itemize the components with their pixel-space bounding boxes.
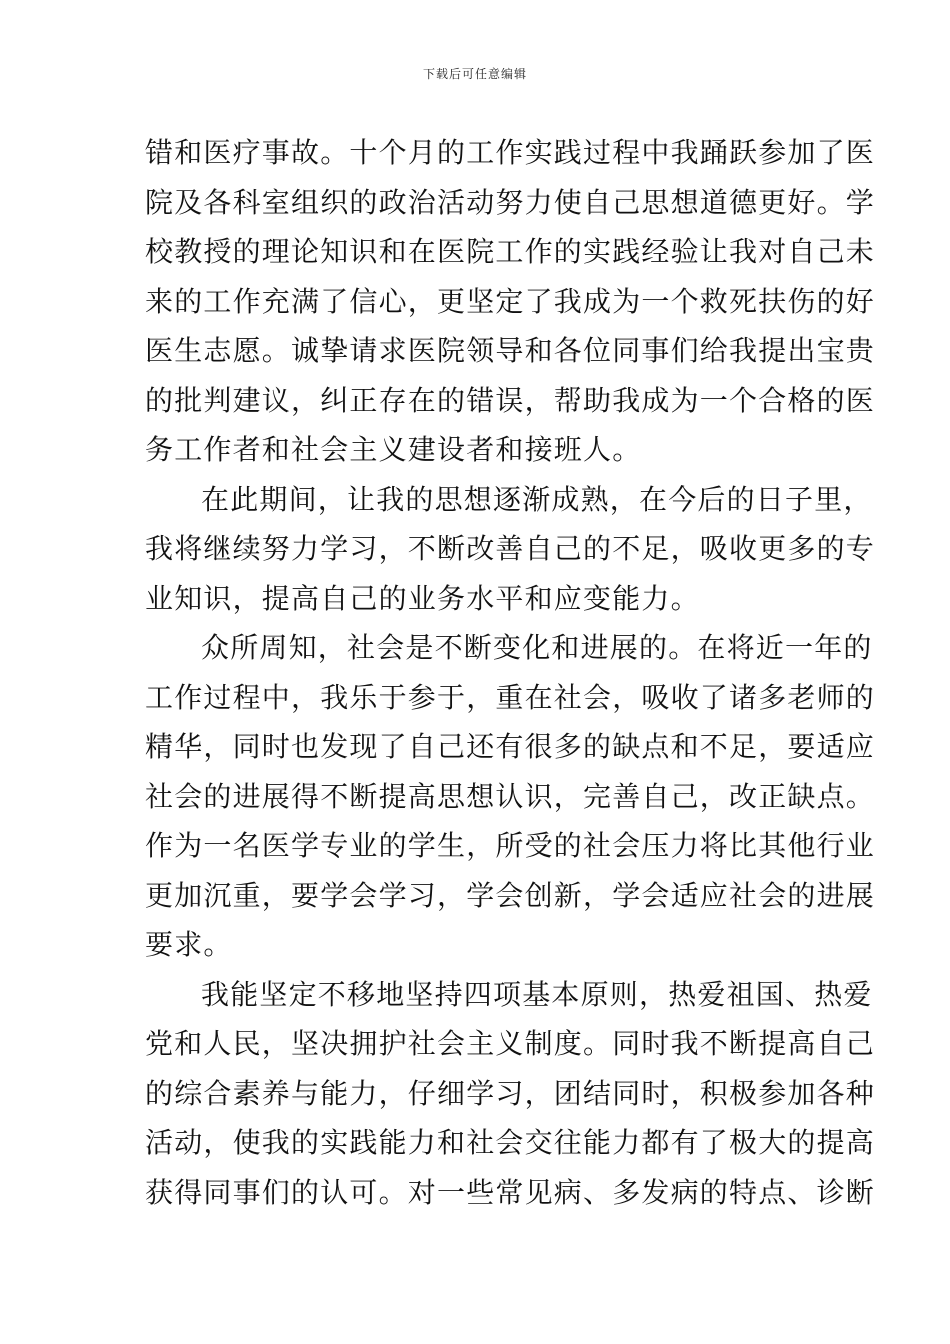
text-line: 作为一名医学专业的学生，所受的社会压力将比其他行业 — [145, 829, 876, 862]
page-header — [0, 66, 950, 82]
text-line: 活动，使我的实践能力和社会交往能力都有了极大的提高 — [145, 1126, 876, 1159]
text-line: 业知识，提高自己的业务水平和应变能力。 — [145, 581, 700, 615]
text-line: 院及各科室组织的政治活动努力使自己思想道德更好。学 — [145, 185, 876, 219]
paragraph-3 — [145, 623, 876, 970]
text-line: 党和人民，坚决拥护社会主义制度。同时我不断提高自己 — [145, 1027, 876, 1060]
text-line: 医生志愿。诚挚请求医院领导和各位同事们给我提出宝贵 — [145, 334, 876, 367]
paragraph-4 — [145, 970, 876, 1218]
text-line: 我将继续努力学习，不断改善自己的不足，吸收更多的专 — [145, 532, 876, 565]
text-line: 获得同事们的认可。对一些常见病、多发病的特点、诊断 — [145, 1175, 876, 1209]
text-line: 务工作者和社会主义建设者和接班人。 — [145, 433, 642, 466]
text-line: 更加沉重，要学会学习，学会创新，学会适应社会的进展 — [145, 878, 876, 912]
text-line: 我能坚定不移地坚持四项基本原则，热爱祖国、热爱 — [201, 977, 873, 1011]
text-line: 的批判建议，纠正存在的错误，帮助我成为一个合格的医 — [145, 383, 876, 417]
paragraph-2 — [145, 475, 876, 624]
text-line: 在此期间，让我的思想逐渐成熟，在今后的日子里， — [201, 482, 873, 516]
text-line: 来的工作充满了信心，更坚定了我成为一个救死扶伤的好 — [145, 284, 876, 318]
text-line: 众所周知，社会是不断变化和进展的。在将近一年的 — [201, 631, 873, 664]
document-body — [145, 128, 876, 1217]
text-line: 工作过程中，我乐于参于，重在社会，吸收了诸多老师的 — [145, 680, 876, 714]
text-line: 社会的进展得不断提高思想认识，完善自己，改正缺点。 — [145, 779, 876, 813]
text-line: 错和医疗事故。十个月的工作实践过程中我踊跃参加了医 — [145, 136, 876, 169]
text-line: 精华，同时也发现了自己还有很多的缺点和不足，要适应 — [145, 730, 876, 763]
header-text: 下载后可任意编辑 — [422, 67, 527, 81]
text-line: 校教授的理论知识和在医院工作的实践经验让我对自己未 — [145, 235, 876, 268]
paragraph-1 — [145, 128, 876, 475]
text-line: 的综合素养与能力，仔细学习，团结同时，积极参加各种 — [145, 1076, 876, 1110]
text-line: 要求。 — [145, 928, 233, 961]
